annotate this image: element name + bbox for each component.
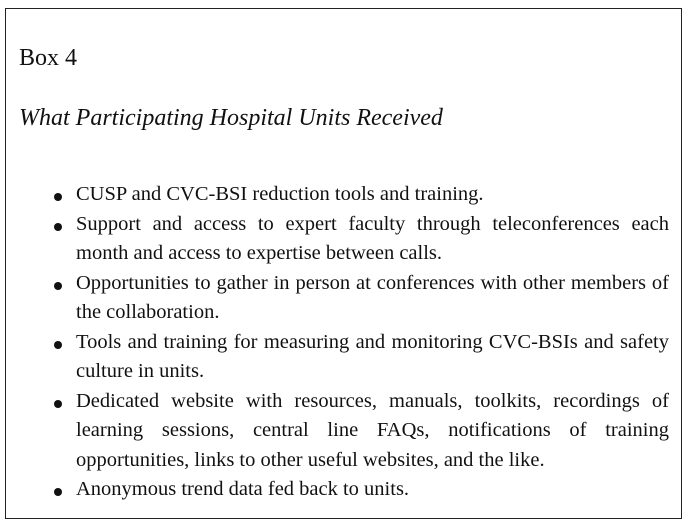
list-item-text: Dedicated website with resources, manuals, toolkits, recordings of learning sessions, central line FAQs, notifications of training opportunities, links to other useful websites, and the like. (76, 389, 669, 471)
sidebar-box (5, 8, 682, 519)
list-item (46, 180, 669, 210)
box-label: Box 4 (19, 45, 78, 71)
list-item (46, 210, 669, 269)
bullet-list (46, 180, 669, 505)
list-item (46, 387, 669, 476)
list-item-text: Anonymous trend data fed back to units. (76, 478, 410, 500)
bullet-icon (54, 282, 62, 290)
bullet-icon (54, 488, 62, 496)
list-item-text: Tools and training for measuring and monitoring CVC-BSIs and safety culture in units. (76, 330, 669, 382)
list-item (46, 269, 669, 328)
bullet-icon (54, 223, 62, 231)
list-item-text: CUSP and CVC-BSI reduction tools and training. (76, 183, 484, 205)
bullet-icon (54, 193, 62, 201)
box-title: What Participating Hospital Units Received (19, 105, 443, 131)
bullet-icon (54, 400, 62, 408)
bullet-icon (54, 341, 62, 349)
list-item (46, 475, 669, 505)
list-item-text: Opportunities to gather in person at conferences with other members of the collaboration. (76, 271, 669, 323)
list-item (46, 328, 669, 387)
list-item-text: Support and access to expert faculty through teleconferences each month and access to expertise between calls. (76, 212, 669, 264)
